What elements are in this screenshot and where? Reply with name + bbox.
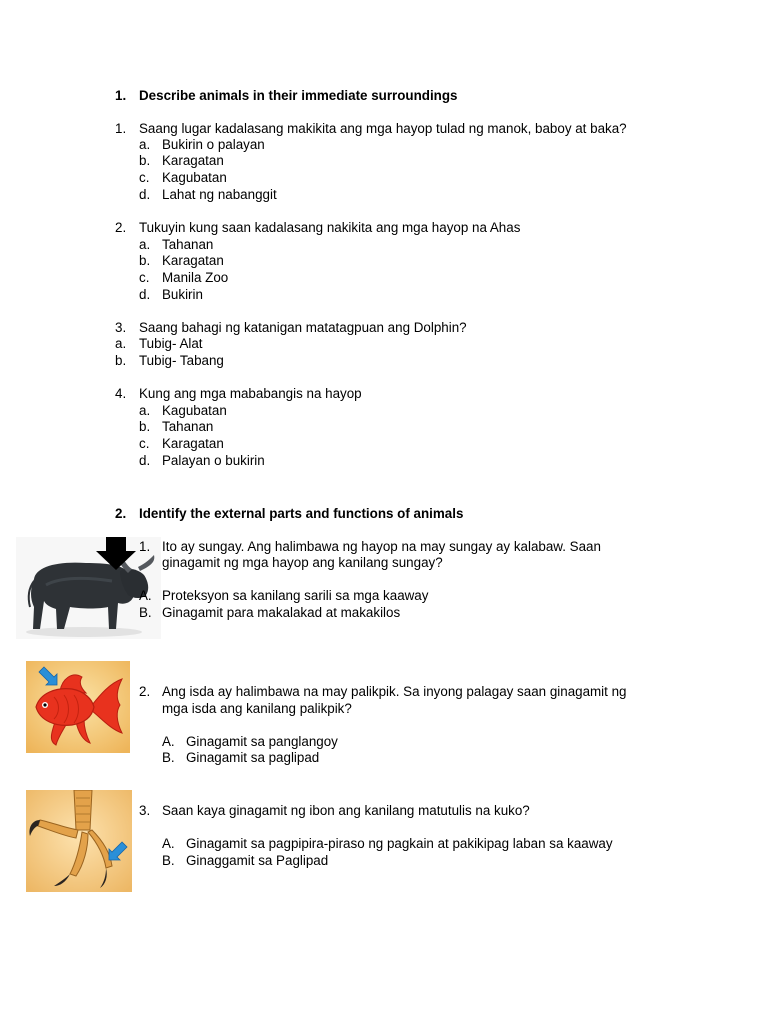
choice-text: Karagatan [162, 253, 224, 268]
choice-letter: B. [162, 750, 175, 765]
choice-text: Bukirin o palayan [162, 137, 265, 152]
question-text-line: Ito ay sungay. Ang halimbawa ng hayop na may sungay ay kalabaw. Saan [162, 539, 601, 554]
choice-text: Karagatan [162, 436, 224, 451]
choice-text: Tahanan [162, 237, 214, 252]
choice-text: Ginagamit sa panglangoy [186, 734, 338, 749]
choice-letter: a. [115, 336, 127, 351]
choice-letter: A. [162, 836, 175, 851]
choice-text: Ginaggamit sa Paglipad [186, 853, 329, 868]
section2-heading: Identify the external parts and functions of animals [139, 506, 464, 521]
goldfish-image [26, 661, 130, 753]
question-text-line: ginagamit ng mga hayop ang kanilang sungay? [162, 555, 443, 570]
question-number: 4. [115, 386, 127, 401]
choice-letter: c. [139, 270, 150, 285]
choice-letter: a. [139, 403, 151, 418]
choice-text: Manila Zoo [162, 270, 229, 285]
question-number: 1. [115, 121, 127, 136]
question-text-line: Saan kaya ginagamit ng ibon ang kanilang matutulis na kuko? [162, 803, 530, 818]
choice-letter: A. [139, 588, 152, 603]
question-number: 2. [139, 684, 151, 699]
choice-letter: b. [139, 419, 151, 434]
choice-letter: B. [139, 605, 152, 620]
bird-claw-icon [26, 790, 132, 892]
question-number: 3. [139, 803, 151, 818]
arrow-down-icon [94, 537, 138, 571]
choice-letter: A. [162, 734, 175, 749]
choice-text: Tubig- Tabang [139, 353, 224, 368]
choice-letter: c. [139, 436, 150, 451]
choice-letter: d. [139, 287, 151, 302]
question-number: 3. [115, 320, 127, 335]
question-number: 2. [115, 220, 127, 235]
bird-claw-image [26, 790, 132, 892]
choice-text: Ginagamit sa pagpipira-piraso ng pagkain at pakikipag laban sa kaaway [186, 836, 613, 851]
choice-letter: d. [139, 453, 151, 468]
question-number: 1. [139, 539, 151, 554]
question-text: Saang bahagi ng katanigan matatagpuan ang Dolphin? [139, 320, 467, 335]
choice-letter: a. [139, 237, 151, 252]
choice-letter: b. [139, 253, 151, 268]
choice-text: Bukirin [162, 287, 203, 302]
choice-letter: d. [139, 187, 151, 202]
question-text-line: mga isda ang kanilang palikpik? [162, 701, 352, 716]
question-text: Saang lugar kadalasang makikita ang mga hayop tulad ng manok, baboy at baka? [139, 121, 627, 136]
choice-text: Ginagamit sa paglipad [186, 750, 320, 765]
section1-heading: Describe animals in their immediate surroundings [139, 88, 458, 103]
section2-number: 2. [115, 506, 127, 521]
choice-text: Kagubatan [162, 170, 227, 185]
goldfish-icon [26, 661, 130, 753]
choice-text: Karagatan [162, 153, 224, 168]
question-text: Tukuyin kung saan kadalasang nakikita ang mga hayop na Ahas [139, 220, 521, 235]
choice-text: Kagubatan [162, 403, 227, 418]
choice-letter: c. [139, 170, 150, 185]
choice-text: Tubig- Alat [139, 336, 203, 351]
choice-text: Tahanan [162, 419, 214, 434]
question-text-line: Ang isda ay halimbawa na may palikpik. Sa inyong palagay saan ginagamit ng [162, 684, 627, 699]
choice-letter: a. [139, 137, 151, 152]
choice-text: Proteksyon sa kanilang sarili sa mga kaaway [162, 588, 429, 603]
choice-text: Ginagamit para makalakad at makakilos [162, 605, 401, 620]
section1-number: 1. [115, 88, 127, 103]
choice-letter: b. [139, 153, 151, 168]
choice-text: Palayan o bukirin [162, 453, 265, 468]
choice-letter: B. [162, 853, 175, 868]
choice-letter: b. [115, 353, 127, 368]
choice-text: Lahat ng nabanggit [162, 187, 277, 202]
question-text: Kung ang mga mababangis na hayop [139, 386, 362, 401]
